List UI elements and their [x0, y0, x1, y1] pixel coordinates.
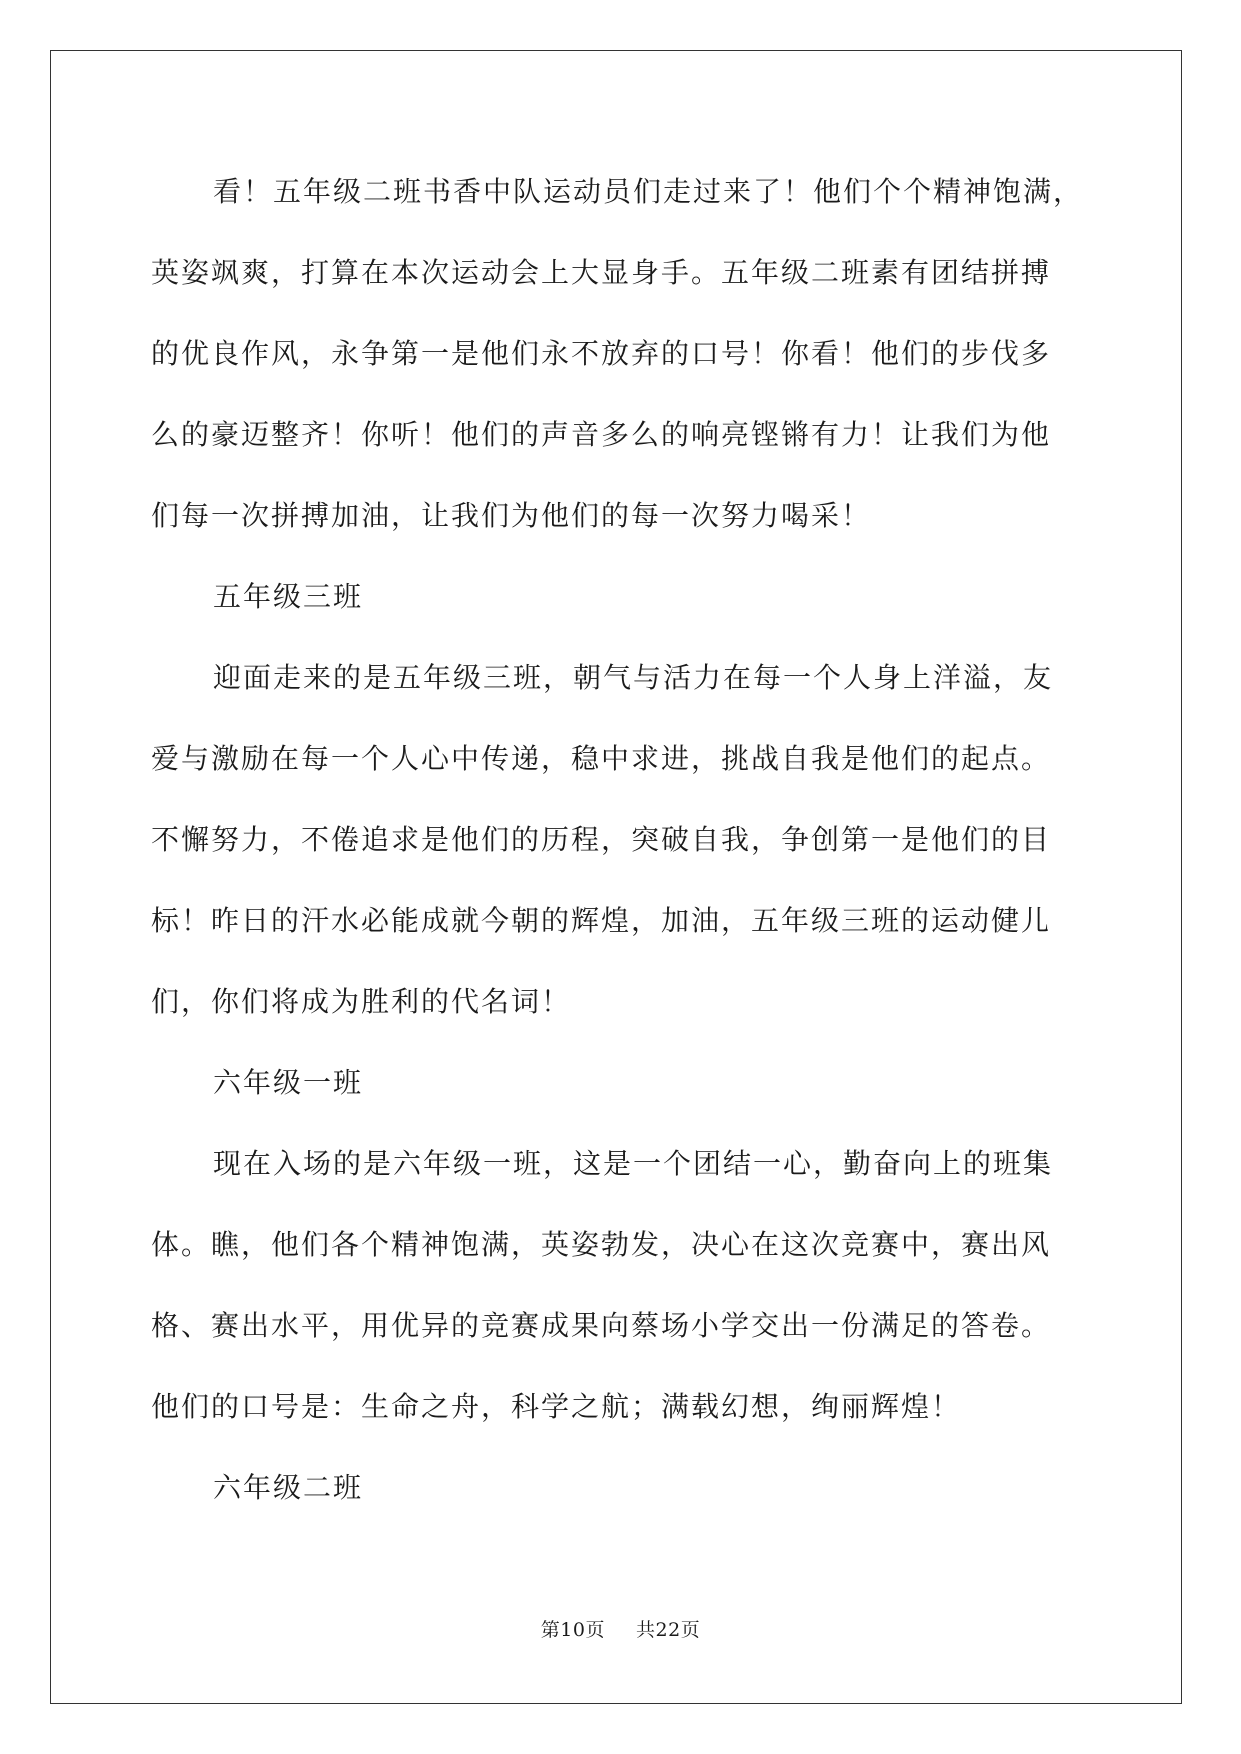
section-heading: 五年级三班: [213, 580, 364, 613]
text-line: 英姿飒爽，打算在本次运动会上大显身手。五年级二班素有团结拼搏: [151, 256, 1052, 289]
text-line: 现在入场的是六年级一班，这是一个团结一心，勤奋向上的班集: [213, 1147, 1054, 1180]
text-line: 们，你们将成为胜利的代名词！: [151, 985, 572, 1018]
text-line: 他们的口号是：生命之舟，科学之航；满载幻想，绚丽辉煌！: [151, 1390, 962, 1423]
text-line: 的优良作风，永争第一是他们永不放弃的口号！你看！他们的步伐多: [151, 337, 1052, 370]
text-line: 格、赛出水平，用优异的竞赛成果向蔡场小学交出一份满足的答卷。: [151, 1309, 1052, 1342]
text-line: 么的豪迈整齐！你听！他们的声音多么的响亮铿锵有力！让我们为他: [151, 418, 1052, 451]
page-total: 共22页: [636, 1619, 701, 1641]
text-line: 标！昨日的汗水必能成就今朝的辉煌，加油，五年级三班的运动健儿: [151, 904, 1052, 937]
text-line: 迎面走来的是五年级三班，朝气与活力在每一个人身上洋溢，友: [213, 661, 1054, 694]
text-line: 看！五年级二班书香中队运动员们走过来了！他们个个精神饱满，: [213, 175, 1084, 208]
document-body: [151, 162, 1091, 1539]
section-heading: 六年级二班: [213, 1471, 364, 1504]
page-number: 第10页: [540, 1619, 605, 1641]
text-line: 爱与激励在每一个人心中传递，稳中求进，挑战自我是他们的起点。: [151, 742, 1052, 775]
section-heading: 六年级一班: [213, 1066, 364, 1099]
text-line: 们每一次拼搏加油，让我们为他们的每一次努力喝采！: [151, 499, 872, 532]
text-line: 体。瞧，他们各个精神饱满，英姿勃发，决心在这次竞赛中，赛出风: [151, 1228, 1052, 1261]
text-line: 不懈努力，不倦追求是他们的历程，突破自我，争创第一是他们的目: [151, 823, 1052, 856]
page-footer: [0, 1615, 1241, 1642]
